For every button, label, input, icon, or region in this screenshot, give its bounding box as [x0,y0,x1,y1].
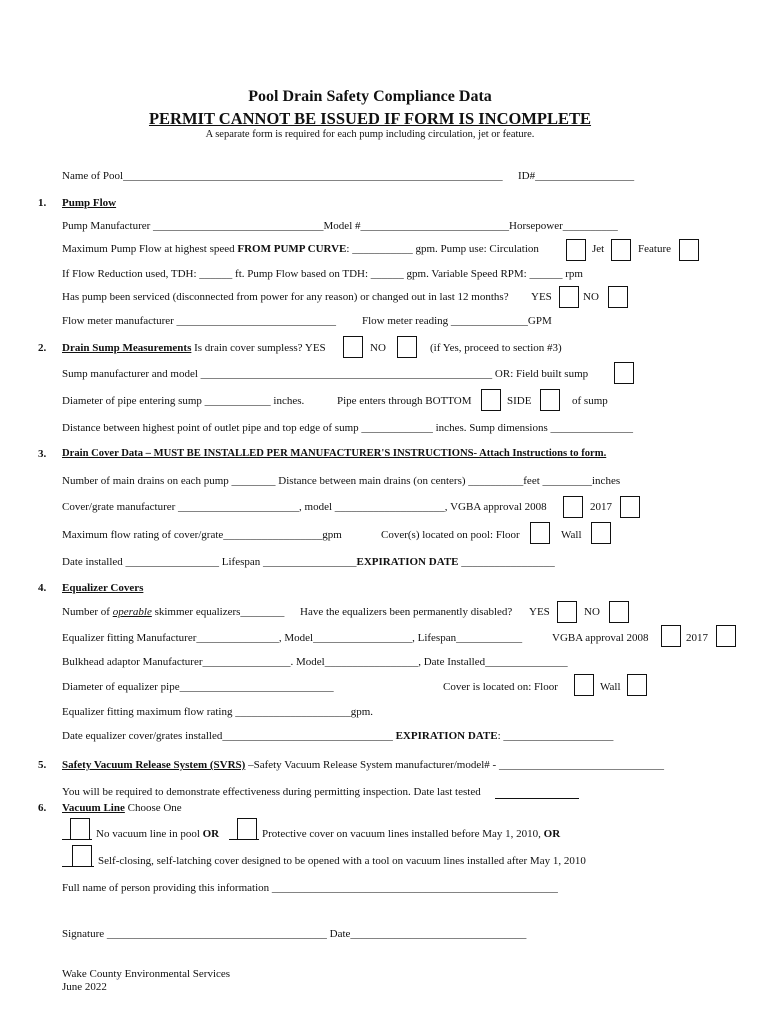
section-2-number: 2. [38,342,47,354]
equalizer-wall-checkbox[interactable] [627,674,647,696]
footer-date: June 2022 [62,981,107,993]
pool-id-field[interactable]: ID#__________________ [518,170,635,182]
section-6-heading: Vacuum Line [62,802,125,814]
date-lifespan-text: Date installed _________________ Lifespan _________________ [62,556,357,568]
section-6-heading-line [62,802,182,814]
circulation-checkbox[interactable] [566,239,586,261]
section-3-heading: Drain Cover Data – MUST BE INSTALLED PER MANUFACTURER'S INSTRUCTIONS- Attach Instructions to form. [62,448,607,459]
serviced-yes-label: YES [531,291,552,303]
section-5-number: 5. [38,759,47,771]
feature-label: Feature [638,243,671,255]
protective-cover-checkbox[interactable] [237,818,257,840]
pipe-bottom-label: Pipe enters through BOTTOM [337,395,472,407]
equalizer-max-flow-field[interactable]: Equalizer fitting maximum flow rating _____________________gpm. [62,706,374,718]
svrs-manufacturer-text: –Safety Vacuum Release System manufacturer/model# - ______________________________ [245,759,664,771]
cover-2017-label: 2017 [590,501,612,513]
pipe-side-checkbox[interactable] [540,389,560,411]
serviced-no-label: NO [583,291,599,303]
equalizer-vgba-2017-checkbox[interactable] [716,625,736,647]
section-3-number: 3. [38,448,47,460]
section-4-number: 4. [38,582,47,594]
cover-vgba-2017-checkbox[interactable] [620,496,640,518]
section-6-number: 6. [38,802,47,814]
cover-floor-checkbox[interactable] [530,522,550,544]
sumpless-note: (if Yes, proceed to section #3) [430,342,562,354]
max-flow-gpm: : ___________ gpm. Pump use: Circulation [346,243,539,255]
operable-label: operable [112,606,152,618]
section-1-number: 1. [38,197,47,209]
person-full-name-field[interactable]: Full name of person providing this information ____________________________________________________ [62,882,558,894]
pool-name-field[interactable]: Name of Pool_____________________________________________________________________ [62,170,503,182]
or-label-2: OR [543,828,561,840]
section-4-heading: Equalizer Covers [62,582,144,594]
equalizer-pipe-diameter-field[interactable]: Diameter of equalizer pipe____________________________ [62,681,334,693]
equalizer-wall-label: Wall [600,681,621,693]
sump-manufacturer-field[interactable]: Sump manufacturer and model _____________________________________________________ OR: Field built sump [62,368,589,380]
cover-manufacturer-field[interactable]: Cover/grate manufacturer ______________________, model ____________________, VGBA approval 2008 [62,501,547,513]
max-pump-flow-field[interactable] [62,243,539,255]
flow-meter-manufacturer-field[interactable]: Flow meter manufacturer _____________________________ [62,315,337,327]
section-1-heading: Pump Flow [62,197,117,209]
no-vacuum-line-option [96,828,219,840]
pipe-side-label: SIDE [507,395,532,407]
pump-serviced-question: Has pump been serviced (disconnected from power for any reason) or changed out in last 12 months? [62,291,509,303]
feature-checkbox[interactable] [679,239,699,261]
self-closing-checkbox[interactable] [72,845,92,867]
pump-curve-label: FROM PUMP CURVE [237,243,347,255]
choose-one-label: Choose One [124,802,182,814]
expiration-date-line: _________________ [458,556,555,568]
equalizer-date-text: Date equalizer cover/grates installed_______________________________ [62,730,396,742]
pipe-bottom-checkbox[interactable] [481,389,501,411]
self-closing-option: Self-closing, self-latching cover designed to be opened with a tool on vacuum lines installed after May 1, 2010 [98,855,586,867]
serviced-no-checkbox[interactable] [608,286,628,308]
sump-pipe-diameter-field[interactable]: Diameter of pipe entering sump ____________ inches. [62,395,305,407]
equalizers-disabled-question: Have the equalizers been permanently disabled? [300,606,513,618]
equalizer-location-label: Cover is located on: Floor [443,681,558,693]
equalizer-expiration-label: EXPIRATION DATE [395,730,498,742]
skimmer-equalizers-label: skimmer equalizers________ [151,606,285,618]
equalizer-expiration-line: : ____________________ [497,730,614,742]
equalizer-vgba-2008-checkbox[interactable] [661,625,681,647]
protective-cover-option [262,828,560,840]
signature-date-field[interactable]: Signature ________________________________________ Date________________________________ [62,928,527,940]
sumpless-no-checkbox[interactable] [397,336,417,358]
cover-wall-label: Wall [561,529,582,541]
disabled-yes-label: YES [529,606,550,618]
form-title: Pool Drain Safety Compliance Data [248,88,492,105]
cover-location-label: Cover(s) located on pool: Floor [381,529,520,541]
equalizer-floor-checkbox[interactable] [574,674,594,696]
cover-wall-checkbox[interactable] [591,522,611,544]
equalizer-date-installed-field[interactable] [62,730,613,742]
cover-max-flow-field[interactable]: Maximum flow rating of cover/grate__________________gpm [62,529,342,541]
equalizer-2017-label: 2017 [686,632,708,644]
disabled-no-checkbox[interactable] [609,601,629,623]
max-flow-label: Maximum Pump Flow at highest speed [62,243,238,255]
bulkhead-adaptor-field[interactable]: Bulkhead adaptor Manufacturer________________. Model_________________, Date Installed_______________ [62,656,568,668]
cover-date-installed-field[interactable] [62,556,555,568]
main-drains-field[interactable]: Number of main drains on each pump ________ Distance between main drains (on centers) __________feet _________inches [62,475,621,487]
flow-reduction-field[interactable]: If Flow Reduction used, TDH: ______ ft. Pump Flow based on TDH: ______ gpm. Variable Speed RPM: ______ rpm [62,268,583,280]
serviced-yes-checkbox[interactable] [559,286,579,308]
form-warning: PERMIT CANNOT BE ISSUED IF FORM IS INCOMPLETE [148,109,592,128]
section-2-heading: Drain Sump Measurements [62,342,192,354]
date-last-tested-line[interactable] [495,786,579,799]
pump-manufacturer-field[interactable]: Pump Manufacturer _______________________________Model #___________________________Horsepower__________ [62,220,618,232]
svrs-demonstration-note: You will be required to demonstrate effectiveness during permitting inspection. Date last tested [62,786,481,798]
or-label-1: OR [202,828,220,840]
expiration-date-label: EXPIRATION DATE [356,556,459,568]
disabled-yes-checkbox[interactable] [557,601,577,623]
footer-organization: Wake County Environmental Services [62,968,231,980]
equalizer-vgba-label: VGBA approval 2008 [552,632,649,644]
jet-label: Jet [592,243,605,255]
cover-vgba-2008-checkbox[interactable] [563,496,583,518]
sump-distance-field[interactable]: Distance between highest point of outlet pipe and top edge of sump _____________ inches. Sump dimensions _______________ [62,422,634,434]
flow-meter-reading-field[interactable]: Flow meter reading ______________GPM [362,315,552,327]
number-of-label: Number of [62,606,113,618]
section-5-heading: Safety Vacuum Release System (SVRS) [62,759,246,771]
no-vacuum-line-checkbox[interactable] [70,818,90,840]
section-2-heading-line [62,342,326,354]
no-vacuum-text: No vacuum line in pool [96,828,203,840]
form-note: A separate form is required for each pump including circulation, jet or feature. [205,129,535,140]
disabled-no-label: NO [584,606,600,618]
field-built-sump-checkbox[interactable] [614,362,634,384]
skimmer-equalizers-field[interactable] [62,606,284,618]
sumpless-yes-checkbox[interactable] [343,336,363,358]
jet-checkbox[interactable] [611,239,631,261]
of-sump-label: of sump [572,395,608,407]
protective-cover-text: Protective cover on vacuum lines installed before May 1, 2010, [262,828,544,840]
svrs-field[interactable] [62,759,664,771]
sumpless-question: Is drain cover sumpless? YES [191,342,326,354]
equalizer-fitting-manufacturer-field[interactable]: Equalizer fitting Manufacturer_______________, Model__________________, Lifespan____________ [62,632,523,644]
sumpless-no-label: NO [370,342,386,354]
